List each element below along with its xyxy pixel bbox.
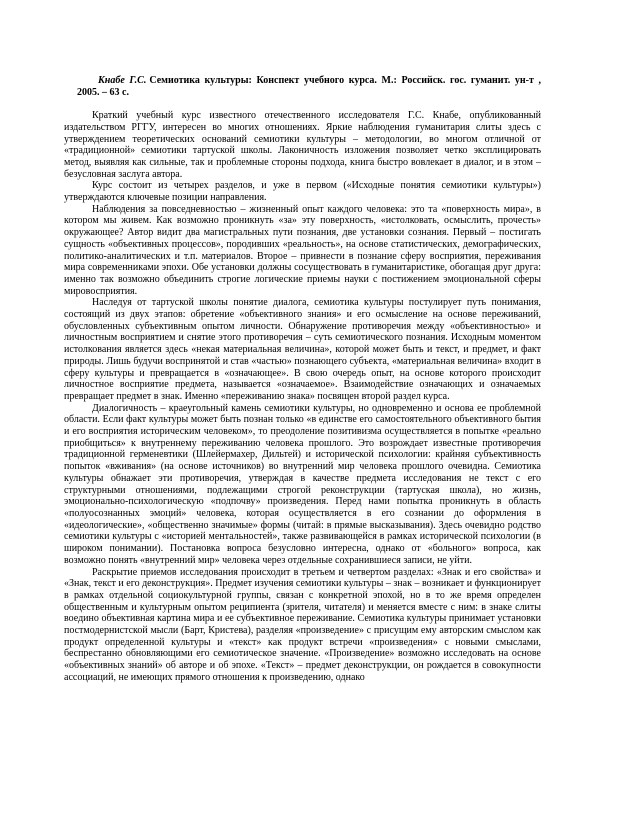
reference-title-text: Семиотика культуры: Конспект учебного курса. М.: Российск. гос. гуманит. ун-т , 2005. – 63 с. — [77, 75, 541, 98]
paragraph: Раскрытие приемов исследования происходит в третьем и четвертом разделах: «Знак и его свойства» и «Знак, текст и его деконструкция». Предмет изучения семиотики культуры – знак – возникает и функционирует в рамках отдельной социокультурной группы, связан с конкретной эпохой, но в то же время определен общественным и культурным опытом реципиента (зрителя, читателя) и меняется вместе с ним: в знаке слиты воедино объективная картина мира и ее субъективное переживание. Семиотика культуры принимает установки постмодернистской мысли (Барт, Кристева), разделяя «произведение» с присущим ему авторским смыслом как продукт определенной культуры и «текст» как продукт встречи «произведения» с новыми смыслами, беспрестанно обновляющими его семиотическое значение. «Произведение» возможно исследовать на основе «объективных знаний» об авторе и об эпохе. «Текст» – предмет деконструкции, он рождается в совокупности ассоциаций, не имеющих прямого отношения к произведению, однако — [64, 566, 541, 683]
reference-author: Кнабе Г.С. — [98, 75, 147, 86]
paragraph: Наблюдения за повседневностью – жизненный опыт каждого человека: это та «поверхность мира», в котором мы живем. Как возможно проникнуть «за» эту поверхность, «истолковать, осмыслить, прочесть» окружающее? Автор видит два магистральных пути познания, две установки сознания. Первый – постигать сущность «объективных процессов», породивших «реальность», на основе статистических, демографических, политико-аналитических и т.п. материалов. Второе – привнести в познание сферу восприятия, переживания мира современниками эпохи. Обе установки должны сосуществовать в гуманитаристике, обогащая друг друга: именно так возможно объединить строгие логические приемы науки с постижением эмоциональной сферы мировосприятия. — [64, 203, 541, 297]
text-block — [64, 75, 541, 684]
paragraph: Краткий учебный курс известного отечественного исследователя Г.С. Кнабе, опубликованный издательством РГГУ, интересен во многих отношениях. Яркие наблюдения гуманитария слиты здесь с утверждением теоретических оснований семиотики культуры – методологии, во многом отличной от «традиционной» семиотики тартуской школы. Лаконичность изложения позволяет четко эксплицировать метод, выявляя как сильные, так и проблемные стороны подхода, книга быстро вовлекает в диалог, и в этом – безусловная заслуга автора. — [64, 110, 541, 180]
reference-title — [64, 75, 541, 98]
paragraph: Диалогичность – краеугольный камень семиотики культуры, но одновременно и основа ее проблемной области. Если факт культуры может быть познан только «в единстве его самостоятельного объективного бытия и его восприятия историческим человеком», то преодоление позитивизма осуществляется в попытке «реально приобщиться» к внутреннему переживанию человека прошлого. Это возрождает известные противоречия традиционной герменевтики (Шлейермахер, Дильтей) и исторической психологии: крайняя субъективность попыток «вживания» (на основе источников) во внутренний мир человека прошлого очевидна. Семиотика культуры обнажает эти противоречия, утверждая в качестве предмета исследования не текст с его структурными отношениями, подлежащими строгой реконструкции (тартуская школа), но жизнь, эмоционально-психологическую «подпочву» произведения. Перед нами попытка проникнуть в область «полуосознанных эмоций» человека, которая осуществляется в его сознании до оформления в «идеологические», «общественно значимые» формы (читай: в прямые высказывания). Здесь очевидно родство семиотики культуры с «историей ментальностей», также развивающейся в рамках исторической психологии (в широком понимании). Постановка вопроса безусловно интересна, однако от «больного» вопроса, как возможно понять «внутренний мир» человека через отдельные сохранившиеся записи, не уйти. — [64, 402, 541, 566]
paragraph: Курс состоит из четырех разделов, и уже в первом («Исходные понятия семиотики культуры») утверждаются ключевые позиции направления. — [64, 180, 541, 204]
paragraph: Наследуя от тартуской школы понятие диалога, семиотика культуры постулирует путь понимания, состоящий из двух этапов: обретение «объективного знания» и его осмысление на основе переживаний, обусловленных субъективным опытом личности. Обнаружение противоречия между «объективностью» и личностным восприятием и снятие этого противоречия – суть семиотического познания. Исходным моментом истолкования является здесь «некая материальная величина», которой может быть и текст, и предмет, и факт природы. Лишь будучи воспринятой и став «частью» познающего субъекта, «материальная величина» входит в сферу культуры и превращается в «означающее». В свою очередь опыт, на основе которого происходит личностное восприятие предмета, называется «означаемое». Взаимодействие означающих и означаемых превращает предмет в знак. Именно «переживанию знака» посвящен второй раздел курса. — [64, 297, 541, 402]
